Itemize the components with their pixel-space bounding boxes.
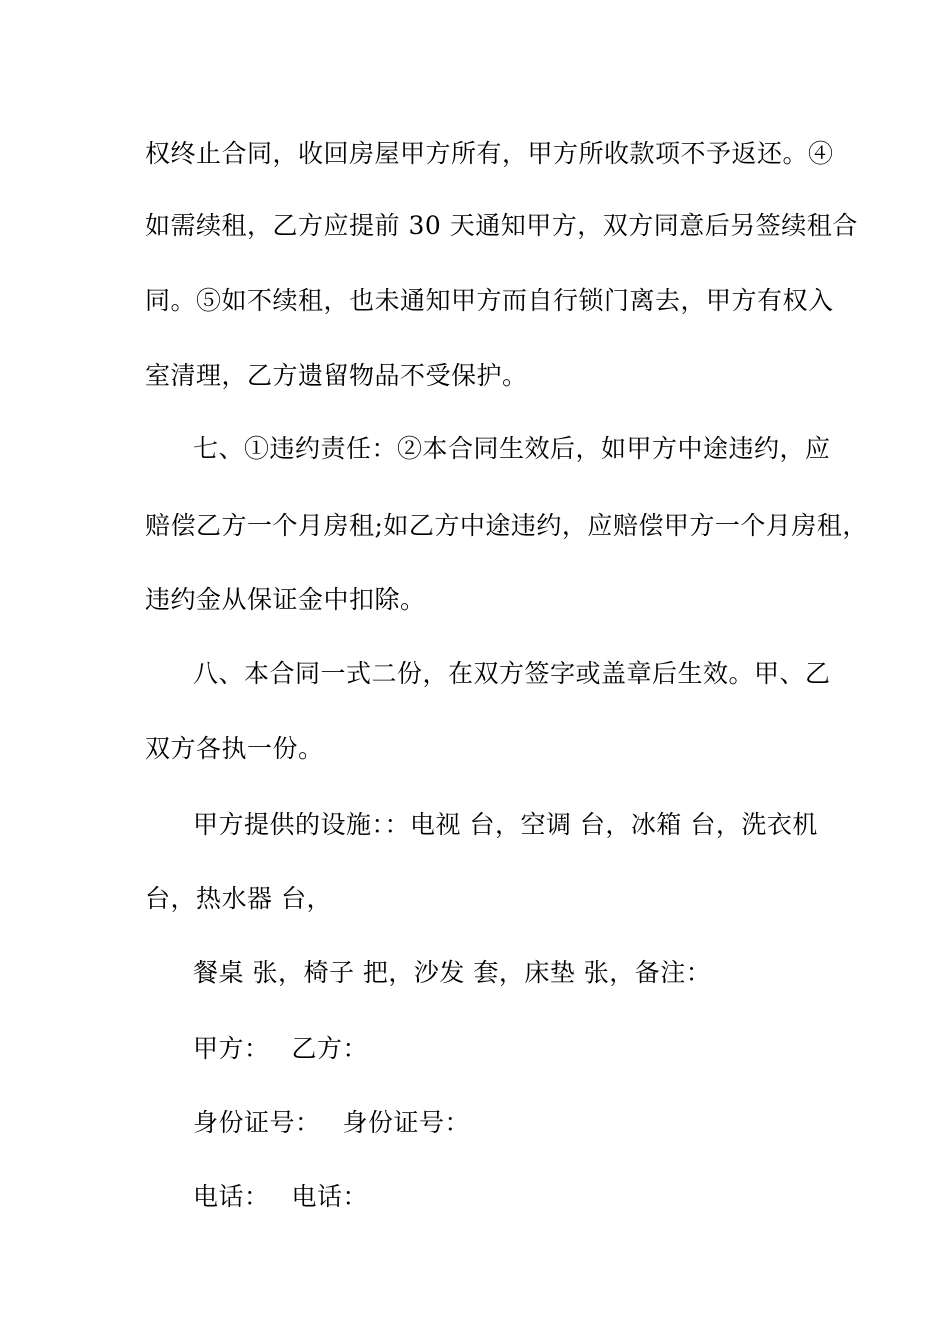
paragraph-7-line-3: 违约金从保证金中扣除。 — [145, 585, 426, 614]
facilities-line-1: 甲方提供的设施：：电视 台，空调 台，冰箱 台，洗衣机 — [193, 810, 818, 839]
paragraph-6-line-1: 权终止合同，收回房屋甲方所有，甲方所收款项不予返还。④ — [145, 139, 834, 168]
paragraph-6-line-3: 同。⑤如不续租，也未通知甲方而自行锁门离去，甲方有权入 — [145, 286, 834, 315]
phone-row — [193, 1182, 368, 1212]
paragraph-6-line-4: 室清理，乙方遗留物品不受保护。 — [145, 361, 528, 390]
paragraph-8-line-2: 双方各执一份。 — [145, 734, 324, 763]
furniture-line: 餐桌 张，椅子 把，沙发 套，床垫 张，备注： — [193, 958, 712, 987]
paragraph-7-line-1: 七、①违约责任：②本合同生效后，如甲方中途违约，应 — [193, 434, 831, 463]
phone-b-label: 电话： — [291, 1182, 369, 1211]
paragraph-7-line-2: 赔偿乙方一个月房租;如乙方中途违约，应赔偿甲方一个月房租， — [145, 511, 868, 540]
party-b-label: 乙方： — [291, 1034, 369, 1063]
id-a-label: 身份证号： — [193, 1108, 321, 1137]
paragraph-8-line-1: 八、本合同一式二份，在双方签字或盖章后生效。甲、乙 — [193, 659, 831, 688]
facilities-line-2: 台，热水器 台， — [145, 884, 332, 913]
id-number-row — [193, 1108, 470, 1138]
party-signature-row — [193, 1034, 368, 1064]
id-b-label: 身份证号： — [342, 1108, 471, 1137]
phone-a-label: 电话： — [193, 1182, 270, 1211]
paragraph-6-line-2: 如需续租，乙方应提前 30 天通知甲方，双方同意后另签续租合 — [145, 211, 858, 240]
party-a-label: 甲方： — [193, 1034, 270, 1063]
